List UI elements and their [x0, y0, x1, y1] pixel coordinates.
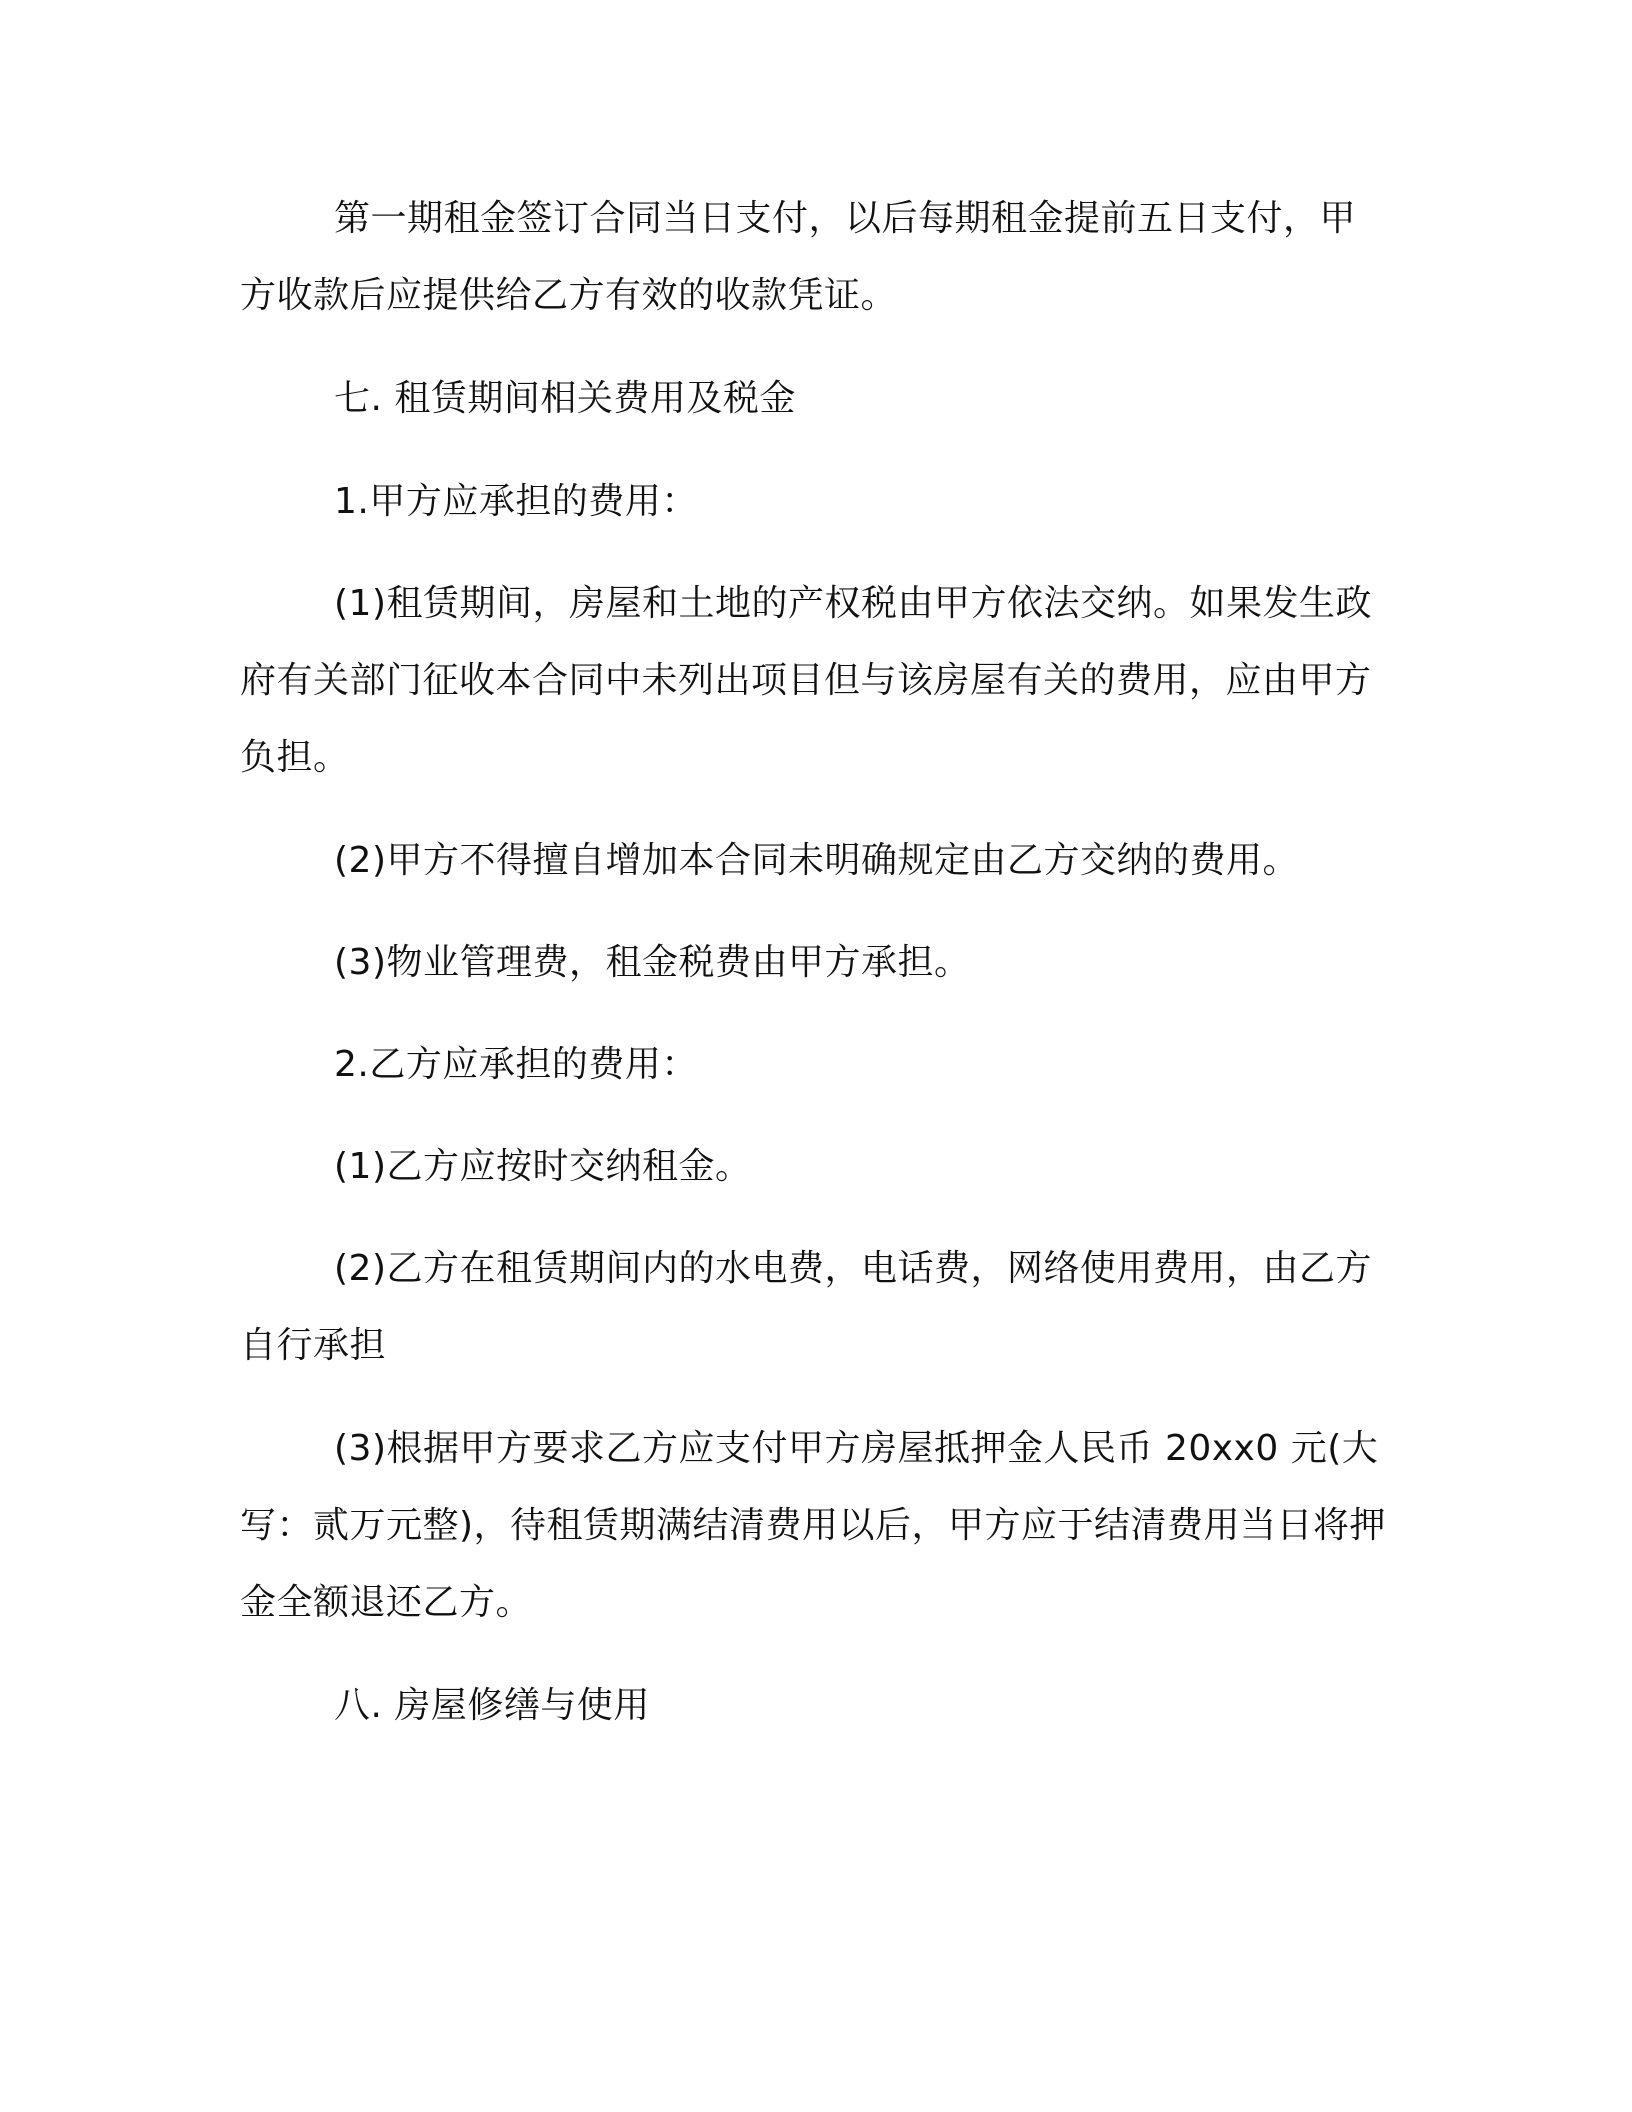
- list-item-a1: (1)租赁期间，房屋和土地的产权税由甲方依法交纳。如果发生政府有关部门征收本合同中未列出项目但与该房屋有关的费用，应由甲方负担。: [240, 583, 1372, 778]
- list-item-a3: (3)物业管理费，租金税费由甲方承担。: [334, 942, 971, 983]
- list-item-a2: (2)甲方不得擅自增加本合同未明确规定由乙方交纳的费用。: [334, 840, 1299, 881]
- paragraph-rent-payment: 第一期租金签订合同当日支付，以后每期租金提前五日支付，甲方收款后应提供给乙方有效的收款凭证。: [240, 198, 1357, 316]
- section-heading-8: 八. 房屋修缮与使用: [334, 1685, 650, 1726]
- section-heading-7: 七. 租赁期间相关费用及税金: [334, 378, 796, 419]
- list-item-b1: (1)乙方应按时交纳租金。: [334, 1146, 752, 1187]
- subheading-party-b-fees: 2.乙方应承担的费用：: [334, 1044, 698, 1085]
- list-item-b2: (2)乙方在租赁期间内的水电费，电话费，网络使用费用，由乙方自行承担: [240, 1248, 1372, 1366]
- subheading-party-a-fees: 1.甲方应承担的费用：: [334, 481, 698, 522]
- list-item-b3: (3)根据甲方要求乙方应支付甲方房屋抵押金人民币 20xx0 元(大写：贰万元整)，待租赁期满结清费用以后，甲方应于结清费用当日将押金全额退还乙方。: [240, 1428, 1387, 1623]
